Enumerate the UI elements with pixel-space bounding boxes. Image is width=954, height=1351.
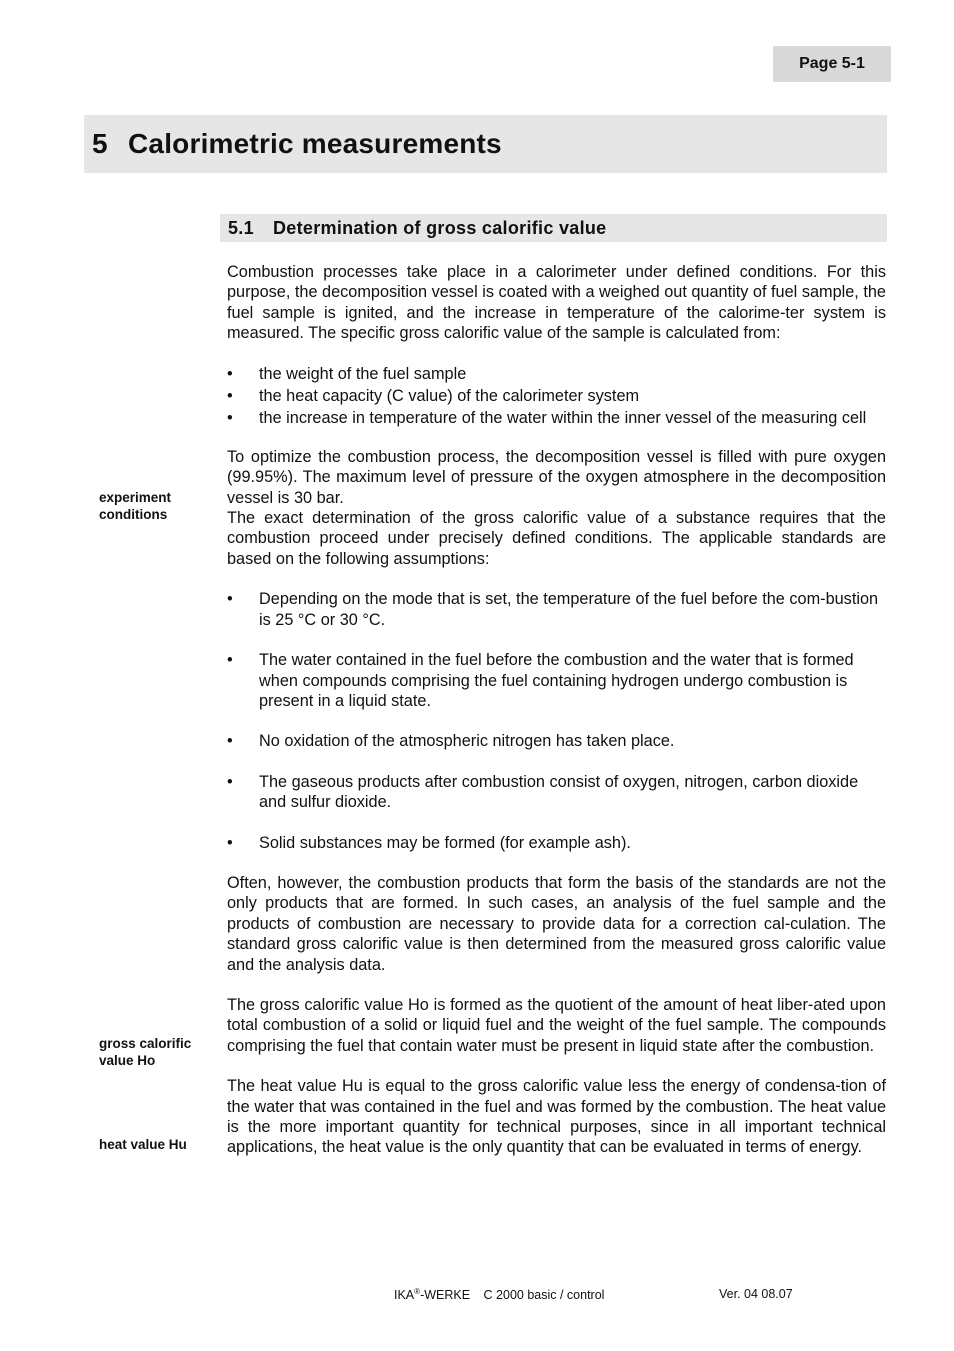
gross-calorific-paragraph: The gross calorific value Ho is formed as the quotient of the amount of heat liber-ated upon total combustion of a solid or liquid fuel and the weight of the fuel sample. The compounds comprising the fuel that contain water must be present in liquid state after the combustion. [227, 995, 886, 1055]
registered-mark: ® [414, 1287, 421, 1296]
list-item-text: The gaseous products after combustion consist of oxygen, nitrogen, carbon dioxide and sulfur dioxide. [259, 772, 859, 812]
section-title: Determination of gross calorific value [273, 217, 607, 238]
footer-brand-suffix: -WERKE [420, 1288, 471, 1303]
experiment-paragraph-1: To optimize the combustion process, the decomposition vessel is filled with pure oxygen (99.95%). The maximum level of pressure of the oxygen atmosphere in the decomposition vessel is 30 bar. [227, 447, 886, 507]
footer-product: C 2000 basic / control [483, 1288, 605, 1303]
list-item-text: No oxidation of the atmospheric nitrogen has taken place. [259, 732, 675, 751]
margin-label-heat-value [99, 1136, 219, 1153]
list-item [227, 650, 886, 711]
margin-label-gross-calorific-value [99, 1035, 219, 1069]
list-item-text: The water contained in the fuel before the combustion and the water that is formed when compounds comprising the fuel containing hydrogen undergo combustion is present in a liquid state. [259, 651, 854, 710]
experiment-paragraph-2: The exact determination of the gross calorific value of a substance requires that the combustion proceed under precisely defined conditions. The applicable standards are based on the following assumptions: [227, 509, 886, 568]
list-item-text: Solid substances may be formed (for example ash). [259, 833, 631, 852]
body-content [227, 262, 886, 1158]
bullet-icon: • [227, 833, 233, 852]
list-item [227, 386, 886, 406]
intro-paragraph: Combustion processes take place in a calorimeter under defined conditions. For this purpose, the decomposition vessel is coated with a weighed out quantity of fuel sample, the fuel sample is ignited, and the increase in temperature of the calorime-ter system is measured. The specific gross calorific value of the sample is calculated from: [227, 263, 886, 343]
bullet-icon: • [227, 387, 233, 406]
list-item-text: Depending on the mode that is set, the temperature of the fuel before the com-bustion is 25 °C or 30 °C. [259, 590, 879, 629]
bullet-icon: • [227, 364, 233, 383]
footer-brand-name: IKA [394, 1288, 415, 1303]
bullet-icon: • [227, 732, 233, 751]
bullet-icon: • [227, 651, 233, 670]
page-number-badge [773, 46, 891, 82]
experiment-paragraph-3: Often, however, the combustion products that form the basis of the standards are not the only products that are formed. In such cases, an analysis of the fuel sample and the products of combustion are necessary to provide data for a correction cal-culation. The standard gross calorific value is then determined from the measured gross calorific value and the analysis data. [227, 873, 886, 974]
footer-version: Ver. 04 08.07 [719, 1287, 793, 1301]
chapter-title: Calorimetric measurements [128, 128, 502, 159]
margin-label-line: value Ho [99, 1053, 156, 1068]
bullet-icon: • [227, 772, 233, 791]
margin-label-line: conditions [99, 507, 168, 522]
section-heading [220, 214, 887, 242]
chapter-number: 5 [92, 128, 108, 159]
list-item [227, 408, 886, 428]
heat-value-paragraph: The heat value Hu is equal to the gross calorific value less the energy of condensa-tion of the water that was contained in the fuel and was formed by the combustion. The heat value is the more important quantity for technical purposes, since in all important technical applications, the heat value is the only quantity that can be evaluated in terms of energy. [227, 1077, 886, 1157]
list-item [227, 364, 886, 384]
list-item [227, 589, 886, 630]
footer-brand [394, 1287, 604, 1302]
margin-label-line: gross calorific [99, 1036, 192, 1051]
list-item [227, 731, 886, 751]
list-item-text: the increase in temperature of the water within the inner vessel of the measuring cell [259, 409, 867, 428]
page-number-label: Page 5-1 [799, 55, 865, 72]
intro-bullet-list [227, 364, 886, 429]
list-item [227, 772, 886, 813]
section-number: 5.1 [228, 217, 254, 238]
margin-label-line: experiment [99, 490, 172, 505]
chapter-heading [84, 115, 887, 173]
list-item [227, 833, 886, 853]
list-item-text: the weight of the fuel sample [259, 364, 467, 383]
margin-label-experiment-conditions [99, 489, 219, 523]
list-item-text: the heat capacity (C value) of the calorimeter system [259, 387, 640, 406]
bullet-icon: • [227, 590, 233, 609]
margin-label-line: heat value Hu [99, 1137, 187, 1152]
bullet-icon: • [227, 409, 233, 428]
assumption-list [227, 589, 886, 853]
